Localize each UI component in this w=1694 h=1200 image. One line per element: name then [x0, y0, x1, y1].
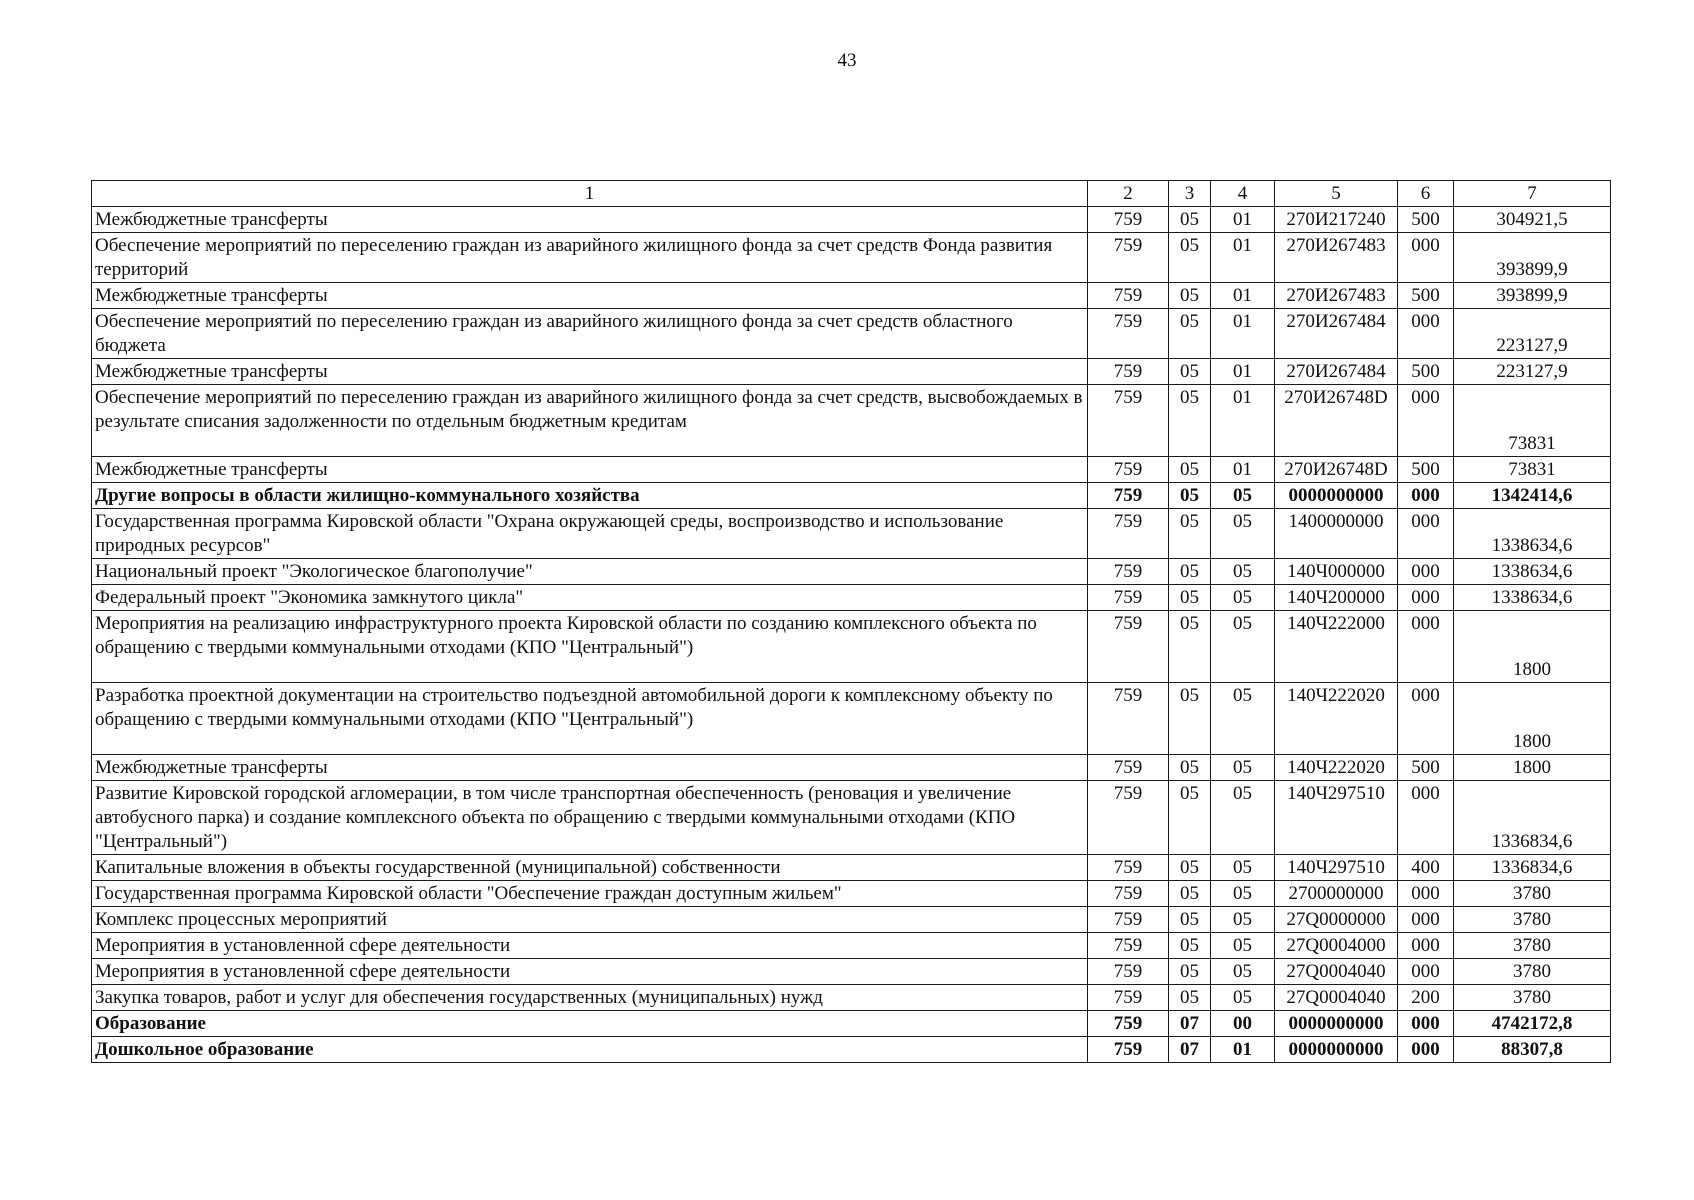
row-code-4-cell: 01 [1211, 207, 1275, 233]
row-name-cell: Обеспечение мероприятий по переселению граждан из аварийного жилищного фонда за счет средств областного бюджета [92, 309, 1088, 359]
column-header-4: 4 [1211, 181, 1275, 207]
table-row [92, 585, 1611, 611]
row-code-6-cell: 400 [1398, 855, 1454, 881]
table-body [92, 207, 1611, 1063]
table-row [92, 611, 1611, 683]
row-code-5-cell: 140Ч297510 [1275, 781, 1398, 855]
row-name-cell: Развитие Кировской городской агломерации, в том числе транспортная обеспеченность (реновация и увеличение автобусного парка) и создание комплексного объекта по обращению с твердыми коммунальными отходами (КПО "Центральный") [92, 781, 1088, 855]
row-amount-cell: 1338634,6 [1454, 559, 1611, 585]
row-code-3-cell: 05 [1169, 233, 1211, 283]
row-code-2-cell: 759 [1088, 933, 1169, 959]
row-name-cell: Разработка проектной документации на строительство подъездной автомобильной дороги к комплексному объекту по обращению с твердыми коммунальными отходами (КПО "Центральный") [92, 683, 1088, 755]
row-code-3-cell: 05 [1169, 755, 1211, 781]
row-amount-cell: 393899,9 [1454, 233, 1611, 283]
row-code-3-cell: 05 [1169, 855, 1211, 881]
row-code-5-cell: 27Q0000000 [1275, 907, 1398, 933]
row-name-cell: Капитальные вложения в объекты государственной (муниципальной) собственности [92, 855, 1088, 881]
row-code-6-cell: 000 [1398, 233, 1454, 283]
row-code-2-cell: 759 [1088, 283, 1169, 309]
row-code-2-cell: 759 [1088, 509, 1169, 559]
row-name-cell: Государственная программа Кировской области "Обеспечение граждан доступным жильем" [92, 881, 1088, 907]
row-name-cell: Межбюджетные трансферты [92, 755, 1088, 781]
row-code-4-cell: 05 [1211, 585, 1275, 611]
row-code-4-cell: 05 [1211, 559, 1275, 585]
row-code-4-cell: 01 [1211, 309, 1275, 359]
table-row [92, 755, 1611, 781]
row-code-6-cell: 000 [1398, 611, 1454, 683]
row-code-6-cell: 500 [1398, 755, 1454, 781]
row-amount-cell: 73831 [1454, 385, 1611, 457]
row-code-5-cell: 1400000000 [1275, 509, 1398, 559]
row-code-5-cell: 270И267483 [1275, 233, 1398, 283]
row-amount-cell: 1336834,6 [1454, 855, 1611, 881]
row-name-cell: Межбюджетные трансферты [92, 207, 1088, 233]
column-header-5: 5 [1275, 181, 1398, 207]
table-row [92, 359, 1611, 385]
row-code-2-cell: 759 [1088, 781, 1169, 855]
header-row [92, 181, 1611, 207]
row-code-3-cell: 05 [1169, 907, 1211, 933]
row-code-2-cell: 759 [1088, 559, 1169, 585]
budget-table [91, 180, 1611, 1063]
row-name-cell: Государственная программа Кировской области "Охрана окружающей среды, воспроизводство и использование природных ресурсов" [92, 509, 1088, 559]
row-code-2-cell: 759 [1088, 985, 1169, 1011]
row-code-4-cell: 05 [1211, 907, 1275, 933]
row-code-5-cell: 140Ч222000 [1275, 611, 1398, 683]
row-amount-cell: 1800 [1454, 755, 1611, 781]
row-code-6-cell: 000 [1398, 559, 1454, 585]
row-code-3-cell: 05 [1169, 309, 1211, 359]
row-code-6-cell: 200 [1398, 985, 1454, 1011]
row-name-cell: Мероприятия в установленной сфере деятельности [92, 959, 1088, 985]
row-code-6-cell: 000 [1398, 483, 1454, 509]
row-code-6-cell: 500 [1398, 457, 1454, 483]
row-code-3-cell: 07 [1169, 1037, 1211, 1063]
row-code-5-cell: 270И26748D [1275, 385, 1398, 457]
row-code-5-cell: 270И26748D [1275, 457, 1398, 483]
row-code-2-cell: 759 [1088, 359, 1169, 385]
row-code-5-cell: 270И267484 [1275, 309, 1398, 359]
row-amount-cell: 88307,8 [1454, 1037, 1611, 1063]
row-code-6-cell: 000 [1398, 683, 1454, 755]
table-row [92, 881, 1611, 907]
row-name-cell: Комплекс процессных мероприятий [92, 907, 1088, 933]
row-code-5-cell: 270И267484 [1275, 359, 1398, 385]
row-code-6-cell: 000 [1398, 385, 1454, 457]
row-code-2-cell: 759 [1088, 207, 1169, 233]
row-code-2-cell: 759 [1088, 907, 1169, 933]
row-code-4-cell: 05 [1211, 985, 1275, 1011]
row-name-cell: Обеспечение мероприятий по переселению граждан из аварийного жилищного фонда за счет средств Фонда развития территорий [92, 233, 1088, 283]
row-code-3-cell: 05 [1169, 207, 1211, 233]
row-code-3-cell: 05 [1169, 959, 1211, 985]
row-code-5-cell: 0000000000 [1275, 1037, 1398, 1063]
table-row [92, 959, 1611, 985]
row-code-2-cell: 759 [1088, 881, 1169, 907]
row-code-5-cell: 2700000000 [1275, 881, 1398, 907]
row-code-5-cell: 140Ч222020 [1275, 755, 1398, 781]
table-row [92, 207, 1611, 233]
row-name-cell: Мероприятия в установленной сфере деятельности [92, 933, 1088, 959]
row-code-3-cell: 05 [1169, 559, 1211, 585]
row-name-cell: Межбюджетные трансферты [92, 283, 1088, 309]
table-row [92, 683, 1611, 755]
row-code-5-cell: 270И217240 [1275, 207, 1398, 233]
row-code-6-cell: 000 [1398, 933, 1454, 959]
row-code-5-cell: 0000000000 [1275, 483, 1398, 509]
row-amount-cell: 1338634,6 [1454, 509, 1611, 559]
row-name-cell: Другие вопросы в области жилищно-коммунального хозяйства [92, 483, 1088, 509]
row-amount-cell: 393899,9 [1454, 283, 1611, 309]
row-code-2-cell: 759 [1088, 959, 1169, 985]
row-code-6-cell: 000 [1398, 781, 1454, 855]
row-code-2-cell: 759 [1088, 309, 1169, 359]
row-code-5-cell: 0000000000 [1275, 1011, 1398, 1037]
page-number: 43 [837, 50, 857, 71]
row-amount-cell: 1800 [1454, 683, 1611, 755]
row-code-2-cell: 759 [1088, 855, 1169, 881]
row-code-5-cell: 27Q0004000 [1275, 933, 1398, 959]
row-code-2-cell: 759 [1088, 457, 1169, 483]
row-amount-cell: 3780 [1454, 985, 1611, 1011]
row-code-6-cell: 500 [1398, 283, 1454, 309]
row-code-4-cell: 01 [1211, 283, 1275, 309]
row-code-3-cell: 05 [1169, 881, 1211, 907]
row-code-6-cell: 000 [1398, 585, 1454, 611]
row-name-cell: Закупка товаров, работ и услуг для обеспечения государственных (муниципальных) нужд [92, 985, 1088, 1011]
row-amount-cell: 1338634,6 [1454, 585, 1611, 611]
row-code-4-cell: 05 [1211, 683, 1275, 755]
row-code-3-cell: 07 [1169, 1011, 1211, 1037]
column-header-1: 1 [92, 181, 1088, 207]
row-code-4-cell: 01 [1211, 457, 1275, 483]
row-code-4-cell: 05 [1211, 611, 1275, 683]
row-amount-cell: 1800 [1454, 611, 1611, 683]
row-code-5-cell: 27Q0004040 [1275, 985, 1398, 1011]
table-row [92, 483, 1611, 509]
table-row [92, 855, 1611, 881]
row-code-4-cell: 05 [1211, 483, 1275, 509]
column-header-6: 6 [1398, 181, 1454, 207]
row-code-6-cell: 000 [1398, 907, 1454, 933]
table-row [92, 907, 1611, 933]
row-code-4-cell: 05 [1211, 781, 1275, 855]
row-name-cell: Межбюджетные трансферты [92, 359, 1088, 385]
row-code-2-cell: 759 [1088, 683, 1169, 755]
row-code-4-cell: 05 [1211, 933, 1275, 959]
column-header-3: 3 [1169, 181, 1211, 207]
row-code-4-cell: 01 [1211, 385, 1275, 457]
row-code-6-cell: 000 [1398, 1037, 1454, 1063]
row-code-2-cell: 759 [1088, 233, 1169, 283]
row-code-6-cell: 000 [1398, 1011, 1454, 1037]
row-code-4-cell: 05 [1211, 881, 1275, 907]
row-amount-cell: 1342414,6 [1454, 483, 1611, 509]
row-amount-cell: 73831 [1454, 457, 1611, 483]
row-amount-cell: 1336834,6 [1454, 781, 1611, 855]
table-row [92, 933, 1611, 959]
row-code-3-cell: 05 [1169, 385, 1211, 457]
row-code-3-cell: 05 [1169, 457, 1211, 483]
row-code-3-cell: 05 [1169, 283, 1211, 309]
row-code-3-cell: 05 [1169, 933, 1211, 959]
row-code-2-cell: 759 [1088, 1037, 1169, 1063]
row-code-6-cell: 500 [1398, 359, 1454, 385]
table-row [92, 385, 1611, 457]
row-code-6-cell: 500 [1398, 207, 1454, 233]
row-name-cell: Национальный проект "Экологическое благополучие" [92, 559, 1088, 585]
row-code-2-cell: 759 [1088, 755, 1169, 781]
row-name-cell: Обеспечение мероприятий по переселению граждан из аварийного жилищного фонда за счет средств, высвобождаемых в результате списания задолженности по отдельным бюджетным кредитам [92, 385, 1088, 457]
row-code-3-cell: 05 [1169, 781, 1211, 855]
row-code-3-cell: 05 [1169, 483, 1211, 509]
table-row [92, 1011, 1611, 1037]
row-code-6-cell: 000 [1398, 509, 1454, 559]
row-code-6-cell: 000 [1398, 959, 1454, 985]
row-code-6-cell: 000 [1398, 881, 1454, 907]
row-code-4-cell: 05 [1211, 509, 1275, 559]
table-row [92, 233, 1611, 283]
row-code-5-cell: 140Ч000000 [1275, 559, 1398, 585]
row-amount-cell: 223127,9 [1454, 359, 1611, 385]
row-code-4-cell: 05 [1211, 755, 1275, 781]
table-row [92, 509, 1611, 559]
row-amount-cell: 3780 [1454, 881, 1611, 907]
row-code-2-cell: 759 [1088, 585, 1169, 611]
row-code-4-cell: 05 [1211, 855, 1275, 881]
row-code-5-cell: 140Ч222020 [1275, 683, 1398, 755]
row-code-3-cell: 05 [1169, 585, 1211, 611]
table-row [92, 457, 1611, 483]
row-amount-cell: 3780 [1454, 933, 1611, 959]
row-code-4-cell: 01 [1211, 233, 1275, 283]
table-row [92, 559, 1611, 585]
row-code-4-cell: 05 [1211, 959, 1275, 985]
row-amount-cell: 4742172,8 [1454, 1011, 1611, 1037]
row-code-3-cell: 05 [1169, 359, 1211, 385]
row-code-2-cell: 759 [1088, 1011, 1169, 1037]
row-code-5-cell: 140Ч297510 [1275, 855, 1398, 881]
row-amount-cell: 3780 [1454, 907, 1611, 933]
row-amount-cell: 223127,9 [1454, 309, 1611, 359]
row-code-3-cell: 05 [1169, 683, 1211, 755]
row-code-3-cell: 05 [1169, 509, 1211, 559]
row-code-3-cell: 05 [1169, 985, 1211, 1011]
row-code-4-cell: 01 [1211, 1037, 1275, 1063]
row-code-2-cell: 759 [1088, 385, 1169, 457]
row-code-3-cell: 05 [1169, 611, 1211, 683]
row-name-cell: Дошкольное образование [92, 1037, 1088, 1063]
row-name-cell: Мероприятия на реализацию инфраструктурного проекта Кировской области по созданию комплексного объекта по обращению с твердыми коммунальными отходами (КПО "Центральный") [92, 611, 1088, 683]
row-code-5-cell: 140Ч200000 [1275, 585, 1398, 611]
row-amount-cell: 304921,5 [1454, 207, 1611, 233]
column-header-2: 2 [1088, 181, 1169, 207]
table-row [92, 1037, 1611, 1063]
row-code-5-cell: 27Q0004040 [1275, 959, 1398, 985]
row-code-5-cell: 270И267483 [1275, 283, 1398, 309]
column-header-7: 7 [1454, 181, 1611, 207]
row-code-2-cell: 759 [1088, 483, 1169, 509]
table-row [92, 283, 1611, 309]
row-code-4-cell: 01 [1211, 359, 1275, 385]
table-row [92, 309, 1611, 359]
table-row [92, 985, 1611, 1011]
row-code-2-cell: 759 [1088, 611, 1169, 683]
row-name-cell: Федеральный проект "Экономика замкнутого цикла" [92, 585, 1088, 611]
row-name-cell: Межбюджетные трансферты [92, 457, 1088, 483]
row-name-cell: Образование [92, 1011, 1088, 1037]
row-amount-cell: 3780 [1454, 959, 1611, 985]
table-row [92, 781, 1611, 855]
row-code-6-cell: 000 [1398, 309, 1454, 359]
row-code-4-cell: 00 [1211, 1011, 1275, 1037]
